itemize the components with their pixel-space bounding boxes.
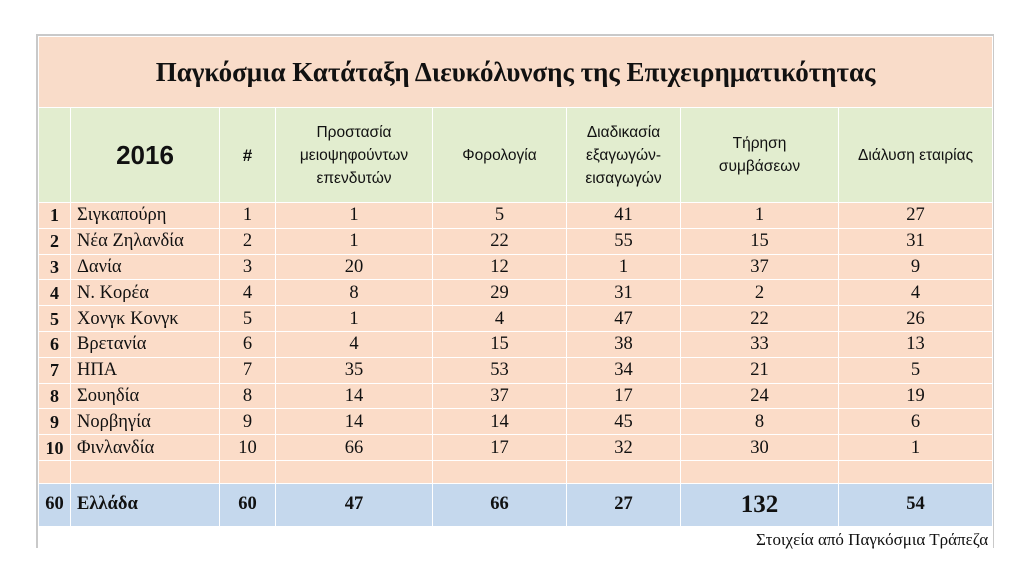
table-row [39, 357, 993, 383]
cell-country: Σιγκαπούρη [71, 203, 220, 229]
cell-dissolution: 26 [839, 306, 993, 332]
source-note: Στοιχεία από Παγκόσμια Τράπεζα [39, 526, 993, 553]
cell-overall: 10 [220, 435, 276, 461]
cell-rank: 5 [39, 306, 71, 332]
header-blank [39, 108, 71, 203]
cell-trade: 38 [567, 331, 681, 357]
cell-country: Ν. Κορέα [71, 280, 220, 306]
table-row [39, 228, 993, 254]
header-minority-line1: Προστασία [316, 123, 392, 141]
cell-contracts: 33 [681, 331, 839, 357]
cell-country: Σουηδία [71, 383, 220, 409]
ranking-table [38, 36, 993, 554]
greece-minority: 47 [276, 483, 433, 526]
header-trade-line1: Διαδικασία [586, 123, 661, 141]
header-trade-line3: εισαγωγών [585, 169, 662, 187]
table-row [39, 254, 993, 280]
greece-rank: 60 [39, 483, 71, 526]
cell-overall: 1 [220, 203, 276, 229]
table-row [39, 203, 993, 229]
cell-contracts: 1 [681, 203, 839, 229]
cell-contracts: 37 [681, 254, 839, 280]
cell-dissolution: 19 [839, 383, 993, 409]
greece-overall: 60 [220, 483, 276, 526]
cell-minority: 1 [276, 306, 433, 332]
cell-trade: 45 [567, 409, 681, 435]
cell-minority: 14 [276, 409, 433, 435]
cell-minority: 20 [276, 254, 433, 280]
header-contracts-line1: Τήρηση [732, 135, 787, 152]
cell-country: Χονγκ Κονγκ [71, 306, 220, 332]
cell-tax: 29 [433, 280, 567, 306]
cell-minority: 1 [276, 228, 433, 254]
header-year: 2016 [71, 108, 220, 203]
cell-trade: 55 [567, 228, 681, 254]
cell-minority: 66 [276, 435, 433, 461]
header-dissolution: Διάλυση εταιρίας [839, 108, 993, 203]
cell-trade: 34 [567, 357, 681, 383]
cell-tax: 4 [433, 306, 567, 332]
greece-row [39, 483, 993, 526]
cell-minority: 1 [276, 203, 433, 229]
header-minority-line2: μειοψηφούντων [299, 146, 409, 164]
header-minority-line3: επενδυτών [316, 169, 392, 187]
cell-dissolution: 9 [839, 254, 993, 280]
data-body [39, 203, 993, 461]
cell-contracts: 24 [681, 383, 839, 409]
title-row [39, 37, 993, 108]
header-tax: Φορολογία [433, 108, 567, 203]
header-hash: # [220, 108, 276, 203]
cell-tax: 5 [433, 203, 567, 229]
table-title: Παγκόσμια Κατάταξη Διευκόλυνσης της Επιχειρηματικότητας [39, 37, 993, 108]
greece-contracts: 132 [681, 483, 839, 526]
cell-minority: 35 [276, 357, 433, 383]
cell-contracts: 21 [681, 357, 839, 383]
greece-dissolution: 54 [839, 483, 993, 526]
cell-dissolution: 31 [839, 228, 993, 254]
cell-overall: 4 [220, 280, 276, 306]
header-trade-line2: εξαγωγών- [585, 146, 661, 164]
cell-trade: 32 [567, 435, 681, 461]
greece-trade: 27 [567, 483, 681, 526]
cell-dissolution: 1 [839, 435, 993, 461]
cell-overall: 9 [220, 409, 276, 435]
cell-minority: 8 [276, 280, 433, 306]
header-contracts [681, 108, 839, 203]
cell-overall: 5 [220, 306, 276, 332]
cell-country: ΗΠΑ [71, 357, 220, 383]
cell-contracts: 8 [681, 409, 839, 435]
source-row [39, 526, 993, 553]
cell-dissolution: 27 [839, 203, 993, 229]
cell-rank: 2 [39, 228, 71, 254]
cell-tax: 53 [433, 357, 567, 383]
blank-row [39, 460, 993, 483]
table-row [39, 280, 993, 306]
cell-country: Δανία [71, 254, 220, 280]
cell-dissolution: 13 [839, 331, 993, 357]
header-trade [567, 108, 681, 203]
table-row [39, 331, 993, 357]
header-row [39, 108, 993, 203]
header-minority [276, 108, 433, 203]
table-row [39, 435, 993, 461]
cell-overall: 3 [220, 254, 276, 280]
cell-rank: 6 [39, 331, 71, 357]
cell-trade: 1 [567, 254, 681, 280]
cell-tax: 17 [433, 435, 567, 461]
cell-overall: 6 [220, 331, 276, 357]
greece-country: Ελλάδα [71, 483, 220, 526]
cell-rank: 7 [39, 357, 71, 383]
cell-rank: 3 [39, 254, 71, 280]
table-row [39, 306, 993, 332]
cell-tax: 12 [433, 254, 567, 280]
cell-overall: 8 [220, 383, 276, 409]
cell-country: Νορβηγία [71, 409, 220, 435]
cell-trade: 17 [567, 383, 681, 409]
header-contracts-line2: συμβάσεων [718, 158, 801, 175]
cell-rank: 10 [39, 435, 71, 461]
cell-dissolution: 6 [839, 409, 993, 435]
cell-minority: 14 [276, 383, 433, 409]
table-row [39, 383, 993, 409]
cell-country: Βρετανία [71, 331, 220, 357]
cell-overall: 2 [220, 228, 276, 254]
cell-rank: 9 [39, 409, 71, 435]
cell-minority: 4 [276, 331, 433, 357]
ranking-table-frame [36, 34, 994, 548]
cell-dissolution: 5 [839, 357, 993, 383]
cell-country: Νέα Ζηλανδία [71, 228, 220, 254]
cell-contracts: 15 [681, 228, 839, 254]
cell-tax: 37 [433, 383, 567, 409]
cell-rank: 4 [39, 280, 71, 306]
cell-country: Φινλανδία [71, 435, 220, 461]
cell-dissolution: 4 [839, 280, 993, 306]
cell-contracts: 30 [681, 435, 839, 461]
greece-tax: 66 [433, 483, 567, 526]
cell-rank: 8 [39, 383, 71, 409]
cell-contracts: 2 [681, 280, 839, 306]
table-row [39, 409, 993, 435]
cell-trade: 41 [567, 203, 681, 229]
cell-contracts: 22 [681, 306, 839, 332]
cell-tax: 22 [433, 228, 567, 254]
cell-tax: 15 [433, 331, 567, 357]
cell-tax: 14 [433, 409, 567, 435]
cell-rank: 1 [39, 203, 71, 229]
cell-trade: 31 [567, 280, 681, 306]
cell-overall: 7 [220, 357, 276, 383]
cell-trade: 47 [567, 306, 681, 332]
